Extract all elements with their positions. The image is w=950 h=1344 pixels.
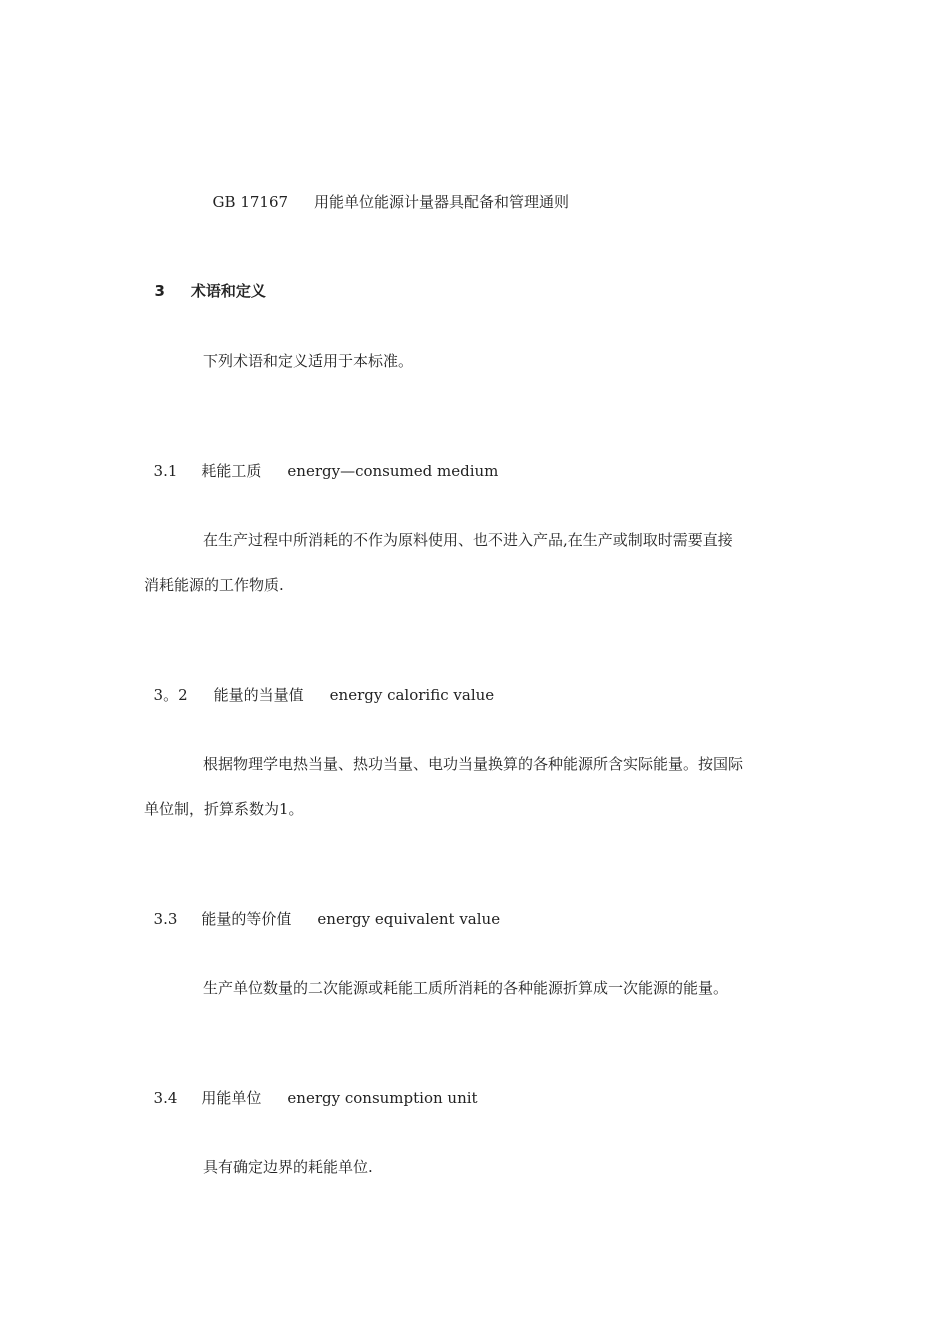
term-heading bbox=[144, 889, 500, 929]
term-definition-continued: 单位制，折算系数为1。 bbox=[144, 800, 304, 818]
reference-line bbox=[203, 172, 569, 212]
term-number: 3。2 bbox=[153, 686, 188, 704]
term-number: 3.4 bbox=[153, 1089, 178, 1107]
section-number: 3 bbox=[154, 282, 165, 300]
term-number: 3.3 bbox=[153, 910, 178, 928]
term-english: energy consumption unit bbox=[287, 1089, 478, 1107]
term-name: 用能单位 bbox=[201, 1089, 262, 1107]
term-english: energy calorific value bbox=[329, 686, 495, 704]
term-number: 3.1 bbox=[153, 462, 178, 480]
reference-title: 用能单位能源计量器具配备和管理通则 bbox=[314, 193, 570, 211]
term-definition: 具有确定边界的耗能单位. bbox=[203, 1158, 373, 1176]
section-intro: 下列术语和定义适用于本标准。 bbox=[203, 352, 414, 370]
term-name: 能量的等价值 bbox=[201, 910, 292, 928]
section-title: 术语和定义 bbox=[190, 282, 266, 300]
term-heading bbox=[144, 441, 498, 481]
term-heading bbox=[144, 665, 494, 705]
term-name: 耗能工质 bbox=[201, 462, 262, 480]
term-english: energy equivalent value bbox=[317, 910, 501, 928]
term-name: 能量的当量值 bbox=[213, 686, 304, 704]
term-heading bbox=[144, 1068, 478, 1108]
term-definition: 根据物理学电热当量、热功当量、电功当量换算的各种能源所含实际能量。按国际 bbox=[203, 755, 744, 773]
term-definition: 生产单位数量的二次能源或耗能工质所消耗的各种能源折算成一次能源的能量。 bbox=[203, 979, 729, 997]
section-heading bbox=[144, 261, 266, 301]
term-english: energy—consumed medium bbox=[287, 462, 499, 480]
term-definition: 在生产过程中所消耗的不作为原料使用、也不进入产品,在生产或制取时需要直接 bbox=[203, 531, 733, 549]
reference-code: GB 17167 bbox=[212, 193, 289, 211]
term-definition-continued: 消耗能源的工作物质. bbox=[144, 576, 284, 594]
